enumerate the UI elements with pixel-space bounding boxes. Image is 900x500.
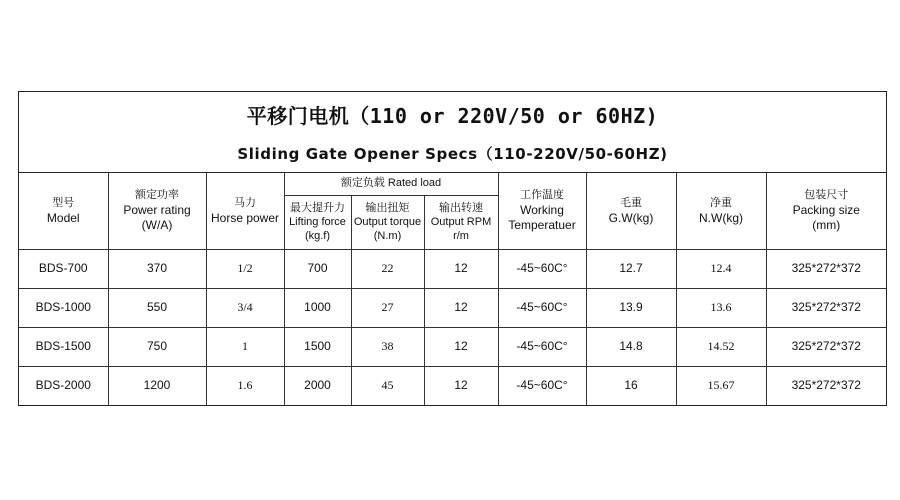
header-nw-en: N.W(kg) <box>699 210 744 225</box>
cell-torque: 27 <box>351 288 424 327</box>
title-block <box>19 92 886 173</box>
header-rpm-unit: r/m <box>453 230 469 242</box>
cell-rpm: 12 <box>424 327 498 366</box>
cell-torque: 38 <box>351 327 424 366</box>
header-temp-cn: 工作温度 <box>520 189 565 202</box>
header-rpm-cn: 输出转速 <box>439 202 483 214</box>
table-row <box>19 366 886 405</box>
header-rpm-en: Output RPM <box>430 216 492 228</box>
cell-temp: -45~60C° <box>498 366 586 405</box>
header-size-en: Packing size <box>792 203 860 218</box>
cell-model: BDS-1000 <box>19 288 108 327</box>
spec-sheet <box>18 91 887 406</box>
cell-power: 550 <box>108 288 206 327</box>
cell-size: 325*272*372 <box>766 249 886 288</box>
header-output-rpm <box>424 195 498 249</box>
header-row-top <box>19 173 886 195</box>
cell-temp: -45~60C° <box>498 249 586 288</box>
spec-table <box>19 173 886 405</box>
table-row <box>19 288 886 327</box>
cell-size: 325*272*372 <box>766 288 886 327</box>
header-model-en: Model <box>46 210 80 225</box>
cell-lift: 700 <box>284 249 351 288</box>
cell-gw: 13.9 <box>586 288 676 327</box>
cell-power: 1200 <box>108 366 206 405</box>
cell-temp: -45~60C° <box>498 288 586 327</box>
main-title: 平移门电机（110 or 220V/50 or 60HZ) <box>246 104 659 128</box>
header-power-cn: 额定功率 <box>135 189 179 202</box>
header-net-weight <box>676 173 766 249</box>
header-packing-size <box>766 173 886 249</box>
cell-torque: 45 <box>351 366 424 405</box>
header-hp-cn: 马力 <box>234 196 256 209</box>
table-row <box>19 327 886 366</box>
cell-hp: 1.6 <box>206 366 284 405</box>
header-torque-en: Output torque <box>353 216 422 228</box>
cell-power: 750 <box>108 327 206 366</box>
header-power-unit: (W/A) <box>141 218 173 233</box>
cell-hp: 3/4 <box>206 288 284 327</box>
sub-title: Sliding Gate Opener Specs（110-220V/50-60HZ) <box>237 145 668 163</box>
cell-gw: 16 <box>586 366 676 405</box>
cell-torque: 22 <box>351 249 424 288</box>
cell-lift: 1000 <box>284 288 351 327</box>
header-gross-weight <box>586 173 676 249</box>
header-working-temp <box>498 173 586 249</box>
header-size-unit: (mm) <box>812 218 841 233</box>
header-rated-load: 额定负载 Rated load <box>284 173 498 195</box>
cell-nw: 13.6 <box>676 288 766 327</box>
header-temp-en1: Working <box>520 203 564 218</box>
header-gw-en: G.W(kg) <box>608 210 654 225</box>
header-gw-cn: 毛重 <box>620 196 643 209</box>
header-hp-en: Horse power <box>210 210 280 225</box>
header-torque-unit: (N.m) <box>373 230 402 242</box>
cell-rpm: 12 <box>424 249 498 288</box>
cell-hp: 1/2 <box>206 249 284 288</box>
cell-nw: 15.67 <box>676 366 766 405</box>
cell-lift: 1500 <box>284 327 351 366</box>
cell-gw: 12.7 <box>586 249 676 288</box>
header-torque-cn: 输出扭矩 <box>365 202 410 214</box>
header-model-cn: 型号 <box>52 196 75 209</box>
cell-nw: 14.52 <box>676 327 766 366</box>
cell-power: 370 <box>108 249 206 288</box>
header-power-en: Power rating <box>123 203 191 218</box>
cell-gw: 14.8 <box>586 327 676 366</box>
table-row <box>19 249 886 288</box>
cell-temp: -45~60C° <box>498 327 586 366</box>
cell-model: BDS-700 <box>19 249 108 288</box>
header-lift-en: Lifting force <box>289 216 346 228</box>
cell-lift: 2000 <box>284 366 351 405</box>
header-model <box>19 173 108 249</box>
header-lifting-force <box>284 195 351 249</box>
header-temp-en2: Temperatuer <box>508 218 576 233</box>
cell-size: 325*272*372 <box>766 366 886 405</box>
cell-model: BDS-2000 <box>19 366 108 405</box>
header-power-rating <box>108 173 206 249</box>
header-nw-cn: 净重 <box>710 196 733 209</box>
header-lift-cn: 最大提升力 <box>290 202 345 214</box>
header-size-cn: 包装尺寸 <box>804 189 849 202</box>
cell-hp: 1 <box>206 327 284 366</box>
header-horse-power <box>206 173 284 249</box>
header-lift-unit: (kg.f) <box>304 230 331 242</box>
cell-nw: 12.4 <box>676 249 766 288</box>
cell-model: BDS-1500 <box>19 327 108 366</box>
cell-rpm: 12 <box>424 366 498 405</box>
cell-size: 325*272*372 <box>766 327 886 366</box>
header-output-torque <box>351 195 424 249</box>
cell-rpm: 12 <box>424 288 498 327</box>
